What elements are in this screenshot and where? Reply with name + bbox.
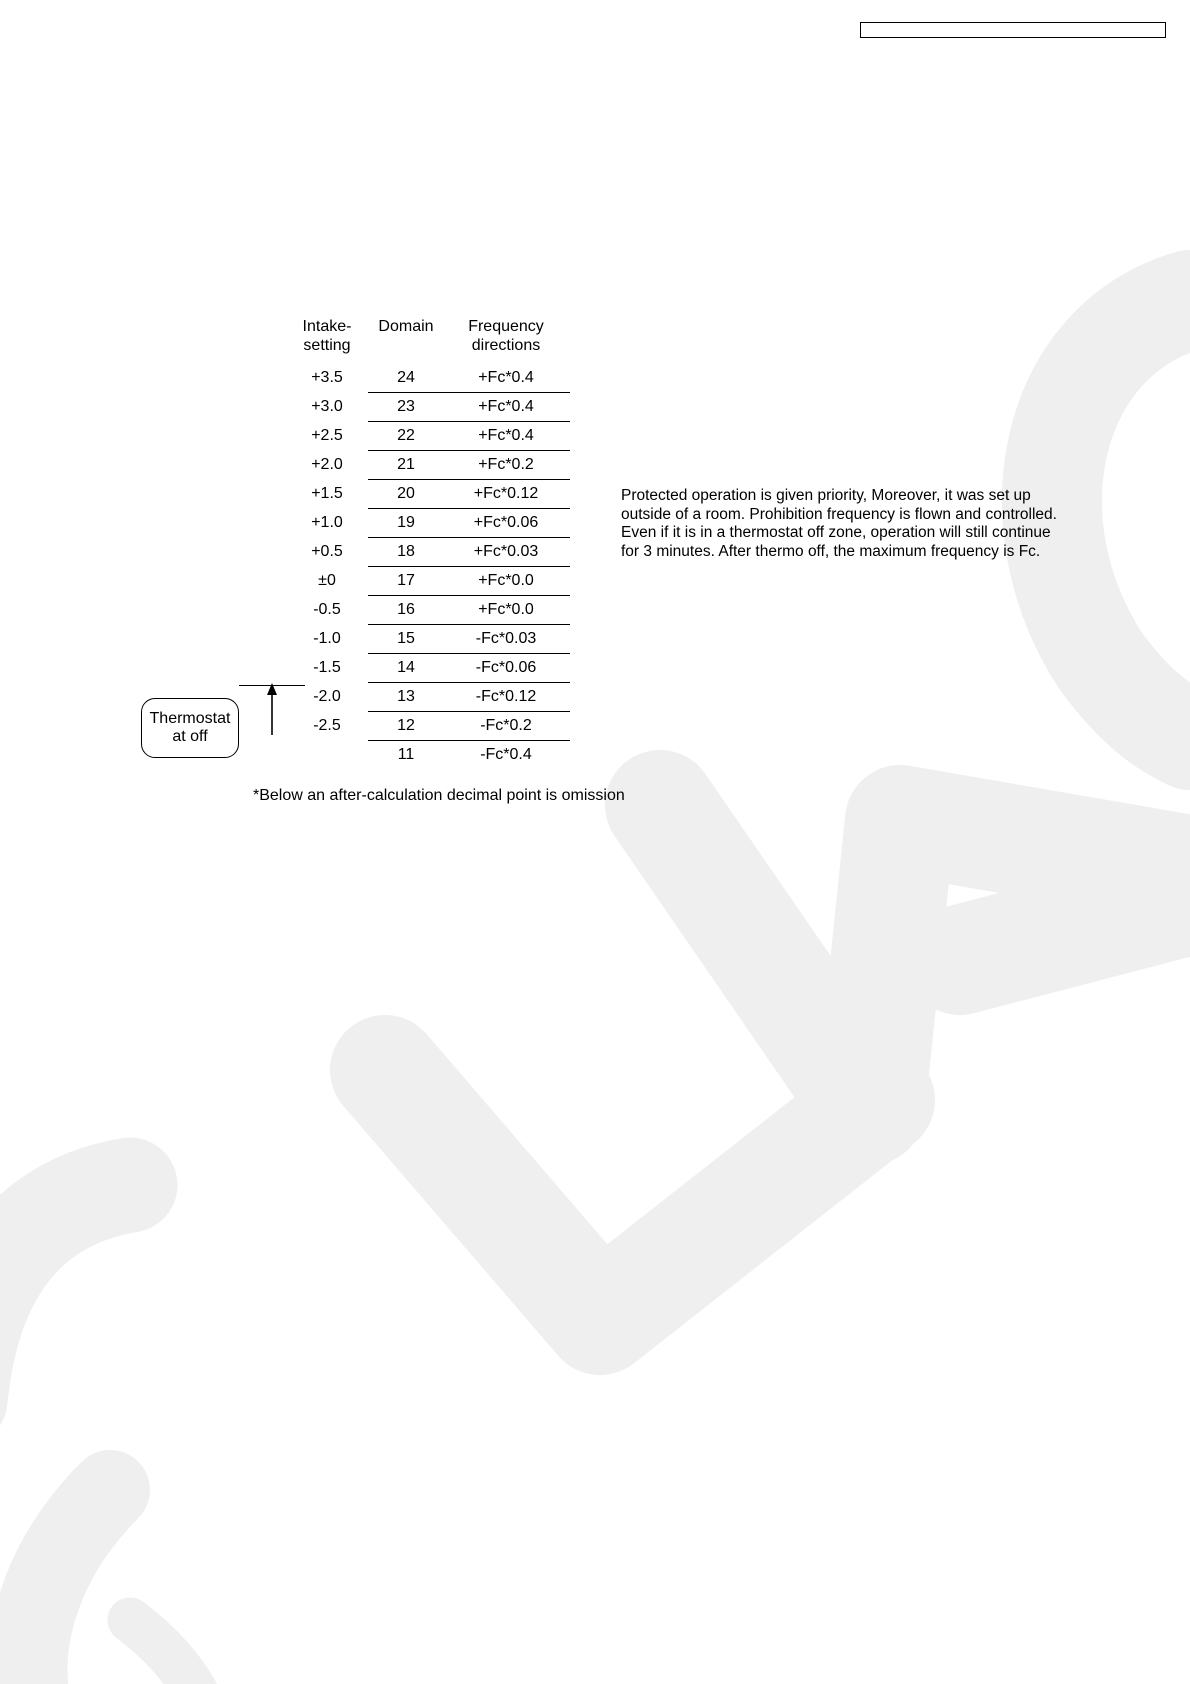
watermark-letter-m [660,805,1190,1110]
table-row [0,596,1190,625]
domain-cell: 23 [397,398,415,415]
header-domain: Domain [378,318,434,335]
intake-setting-cell: +1.0 [311,514,343,531]
note-line: for 3 minutes. After thermo off, the maximum frequency is Fc. [621,542,1041,560]
table-row [0,625,1190,654]
domain-cell: 18 [397,543,415,560]
frequency-cell: +Fc*0.06 [473,514,539,531]
domain-cell: 11 [397,746,415,763]
domain-cell: 22 [397,427,415,444]
watermark-arc-outer [0,1185,130,1400]
domain-cell: 17 [397,572,415,589]
header-frequency-line2: directions [471,337,541,354]
domain-cell: 13 [397,688,415,705]
thermostat-at-off-box [141,698,239,758]
arrow-up-icon [264,683,280,739]
frequency-cell: +Fc*0.0 [478,572,534,589]
domain-cell: 14 [397,659,415,676]
domain-cell: 19 [397,514,415,531]
watermark-arc-inner [130,1620,200,1684]
domain-cell: 16 [397,601,415,618]
frequency-cell: -Fc*0.03 [475,630,537,647]
frequency-cell: +Fc*0.12 [473,485,539,502]
table-row [0,567,1190,596]
note-line: outside of a room. Prohibition frequency is flown and controlled. [621,505,1057,523]
header-intake-line2: setting [303,337,351,354]
frequency-cell: +Fc*0.4 [478,398,534,415]
domain-cell: 20 [397,485,415,502]
table-row [0,422,1190,451]
header-intake-line1: Intake- [302,318,352,335]
intake-setting-cell: -0.5 [313,601,341,618]
frequency-cell: -Fc*0.2 [480,717,532,734]
note-line: Even if it is in a thermostat off zone, operation will still continue [621,524,1051,541]
intake-setting-cell: +1.5 [311,485,343,502]
frequency-table [0,0,1190,800]
intake-setting-cell: +0.5 [311,543,343,560]
note-line: Protected operation is given priority, Moreover, it was set up [621,487,1031,504]
domain-cell: 24 [397,369,415,386]
intake-setting-cell: -2.0 [313,688,341,705]
watermark-arc-middle [28,1490,110,1684]
intake-setting-cell: +3.0 [311,398,343,415]
intake-setting-cell: -1.0 [313,630,341,647]
domain-cell: 12 [397,717,415,734]
header-frequency-line1: Frequency [468,318,544,335]
domain-cell: 21 [397,456,415,473]
thermostat-label-line2: at off [172,728,208,745]
footnote: *Below an after-calculation decimal point is omission [253,787,625,804]
protection-note [621,487,1091,561]
frequency-cell: +Fc*0.03 [473,543,539,560]
intake-setting-cell: ±0 [318,572,336,589]
table-row [0,393,1190,422]
intake-setting-cell: +3.5 [311,369,343,386]
frequency-cell: +Fc*0.0 [478,601,534,618]
frequency-cell: -Fc*0.06 [475,659,537,676]
table-row [0,654,1190,683]
intake-setting-cell: -1.5 [313,659,341,676]
frequency-cell: -Fc*0.12 [475,688,537,705]
frequency-cell: +Fc*0.2 [478,456,534,473]
intake-setting-cell: +2.0 [311,456,343,473]
frequency-cell: +Fc*0.4 [478,427,534,444]
thermostat-label-line1: Thermostat [149,710,231,727]
intake-setting-cell: -2.5 [313,717,341,734]
table-row [0,364,1190,393]
frequency-cell: -Fc*0.4 [480,746,532,763]
table-row [0,451,1190,480]
frequency-cell: +Fc*0.4 [478,369,534,386]
intake-setting-cell: +2.5 [311,427,343,444]
domain-cell: 15 [397,630,415,647]
